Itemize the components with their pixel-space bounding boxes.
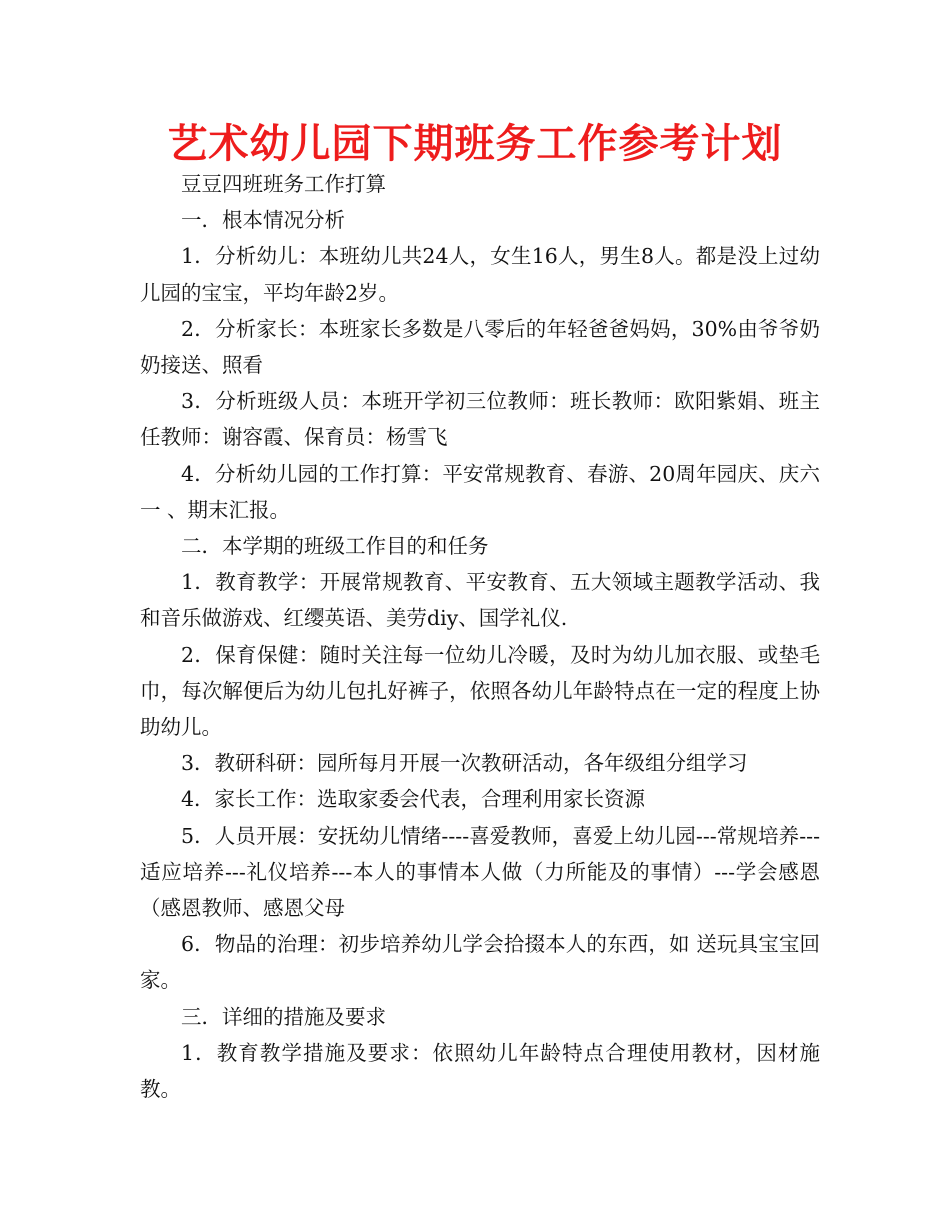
paragraph: 1．分析幼儿：本班幼儿共24人，女生16人，男生8人。都是没上过幼儿园的宝宝，平均年龄2岁。 [140,244,820,305]
paragraph: 4．分析幼儿园的工作打算：平安常规教育、春游、20周年园庆、庆六一 、期末汇报。 [140,461,820,522]
section-heading-3: 三．详细的措施及要求 [181,1004,386,1029]
paragraph: 6．物品的治理：初步培养幼儿学会拾掇本人的东西，如 送玩具宝宝回家。 [140,932,820,993]
paragraph: 3．分析班级人员：本班开学初三位教师：班长教师：欧阳紫娟、班主任教师：谢容霞、保育员：杨雪飞 [140,389,820,450]
paragraph: 4．家长工作：选取家委会代表，合理利用家长资源 [181,787,646,812]
document-title: 艺术幼儿园下期班务工作参考计划 [167,121,783,167]
paragraph: 5．人员开展：安抚幼儿情绪----喜爱教师，喜爱上幼儿园---常规培养---适应培养---礼仪培养---本人的事情本人做（力所能及的事情）---学会感恩（感恩教师、感恩父母 [140,823,820,921]
document-body [140,166,820,1107]
paragraph: 1．教育教学：开展常规教育、平安教育、五大领域主题教学活动、我和音乐做游戏、红缨英语、美劳diy、国学礼仪. [140,570,820,631]
paragraph: 3．教研科研：园所每月开展一次教研活动，各年级组分组学习 [181,751,748,776]
paragraph: 1．教育教学措施及要求：依照幼儿年龄特点合理使用教材，因材施教。 [140,1040,820,1102]
paragraph: 2．保育保健：随时关注每一位幼儿冷暖，及时为幼儿加衣服、或垫毛巾，每次解便后为幼儿包扎好裤子，依照各幼儿年龄特点在一定的程度上协助幼儿。 [140,642,820,740]
paragraph: 2．分析家长：本班家长多数是八零后的年轻爸爸妈妈，30%由爷爷奶奶接送、照看 [140,316,820,378]
section-heading-2: 二．本学期的班级工作目的和任务 [181,534,489,559]
paragraph-plan-heading: 豆豆四班班务工作打算 [181,172,386,196]
section-heading-1: 一．根本情况分析 [181,208,345,233]
